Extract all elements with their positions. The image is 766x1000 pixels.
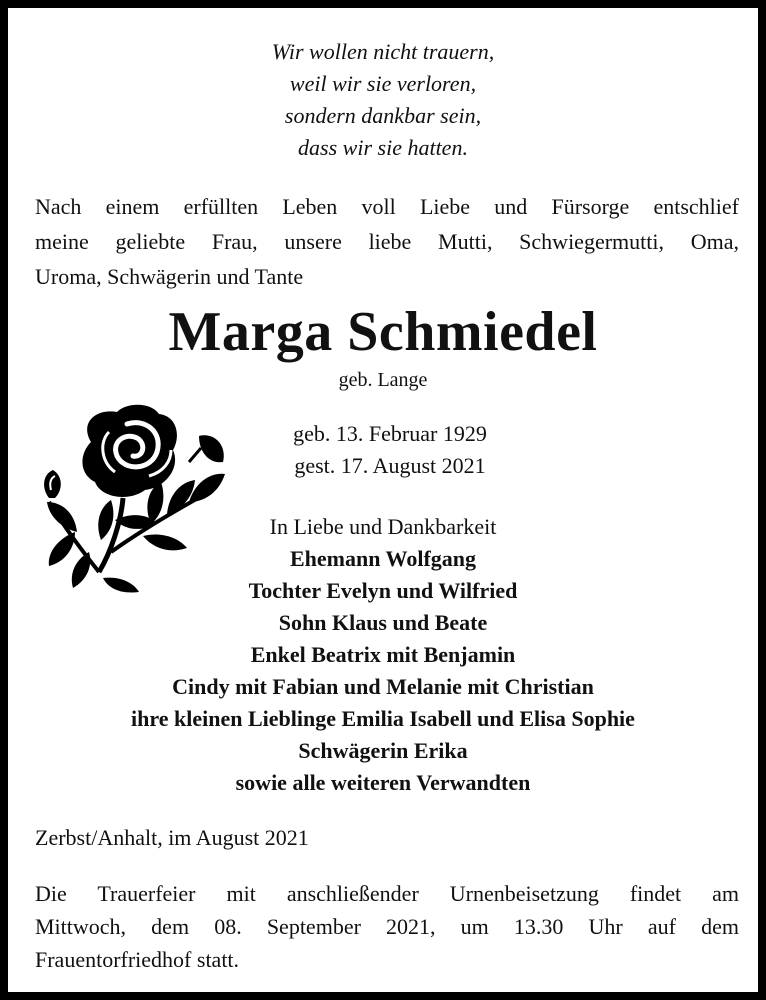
mourner-entry: Cindy mit Fabian und Melanie mit Christian — [172, 674, 594, 699]
place-date: Zerbst/Anhalt, im August 2021 — [35, 825, 309, 850]
mourners-list — [8, 511, 758, 799]
maiden-name: geb. Lange — [338, 369, 428, 391]
service-line: Die Trauerfeier mit anschließender Urnenbeisetzung findet am — [35, 881, 739, 906]
intro-line: Nach einem erfüllten Leben voll Liebe und Fürsorge entschlief — [35, 194, 739, 219]
deceased-name: Marga Schmiedel — [168, 301, 598, 363]
poem-line: Wir wollen nicht trauern, — [271, 39, 495, 64]
poem-line: sondern dankbar sein, — [284, 103, 482, 128]
intro-text — [35, 189, 739, 294]
memorial-poem — [8, 36, 758, 164]
mourner-entry: Tochter Evelyn und Wilfried — [248, 578, 518, 603]
mourner-entry: Sohn Klaus und Beate — [278, 610, 488, 635]
intro-line: meine geliebte Frau, unsere liebe Mutti, Schwiegermutti, Oma, — [35, 229, 739, 254]
service-line: Mittwoch, dem 08. September 2021, um 13.30 Uhr auf dem — [35, 914, 739, 939]
intro-line: Uroma, Schwägerin und Tante — [35, 264, 304, 289]
funeral-service-info — [35, 877, 739, 976]
life-dates — [255, 418, 525, 482]
mourner-entry: Schwägerin Erika — [298, 738, 468, 763]
mourner-entry: Enkel Beatrix mit Benjamin — [250, 642, 516, 667]
mourner-entry: Ehemann Wolfgang — [289, 546, 477, 571]
mourner-entry: ihre kleinen Lieblinge Emilia Isabell und Elisa Sophie — [131, 706, 635, 731]
death-date: gest. 17. August 2021 — [294, 453, 486, 478]
poem-line: dass wir sie hatten. — [298, 135, 468, 160]
service-line: Frauentorfriedhof statt. — [35, 947, 240, 972]
mourners-lead: In Liebe und Dankbarkeit — [269, 514, 497, 539]
birth-date: geb. 13. Februar 1929 — [293, 421, 487, 446]
mourner-entry: sowie alle weiteren Verwandten — [235, 770, 531, 795]
poem-line: weil wir sie verloren, — [289, 71, 477, 96]
